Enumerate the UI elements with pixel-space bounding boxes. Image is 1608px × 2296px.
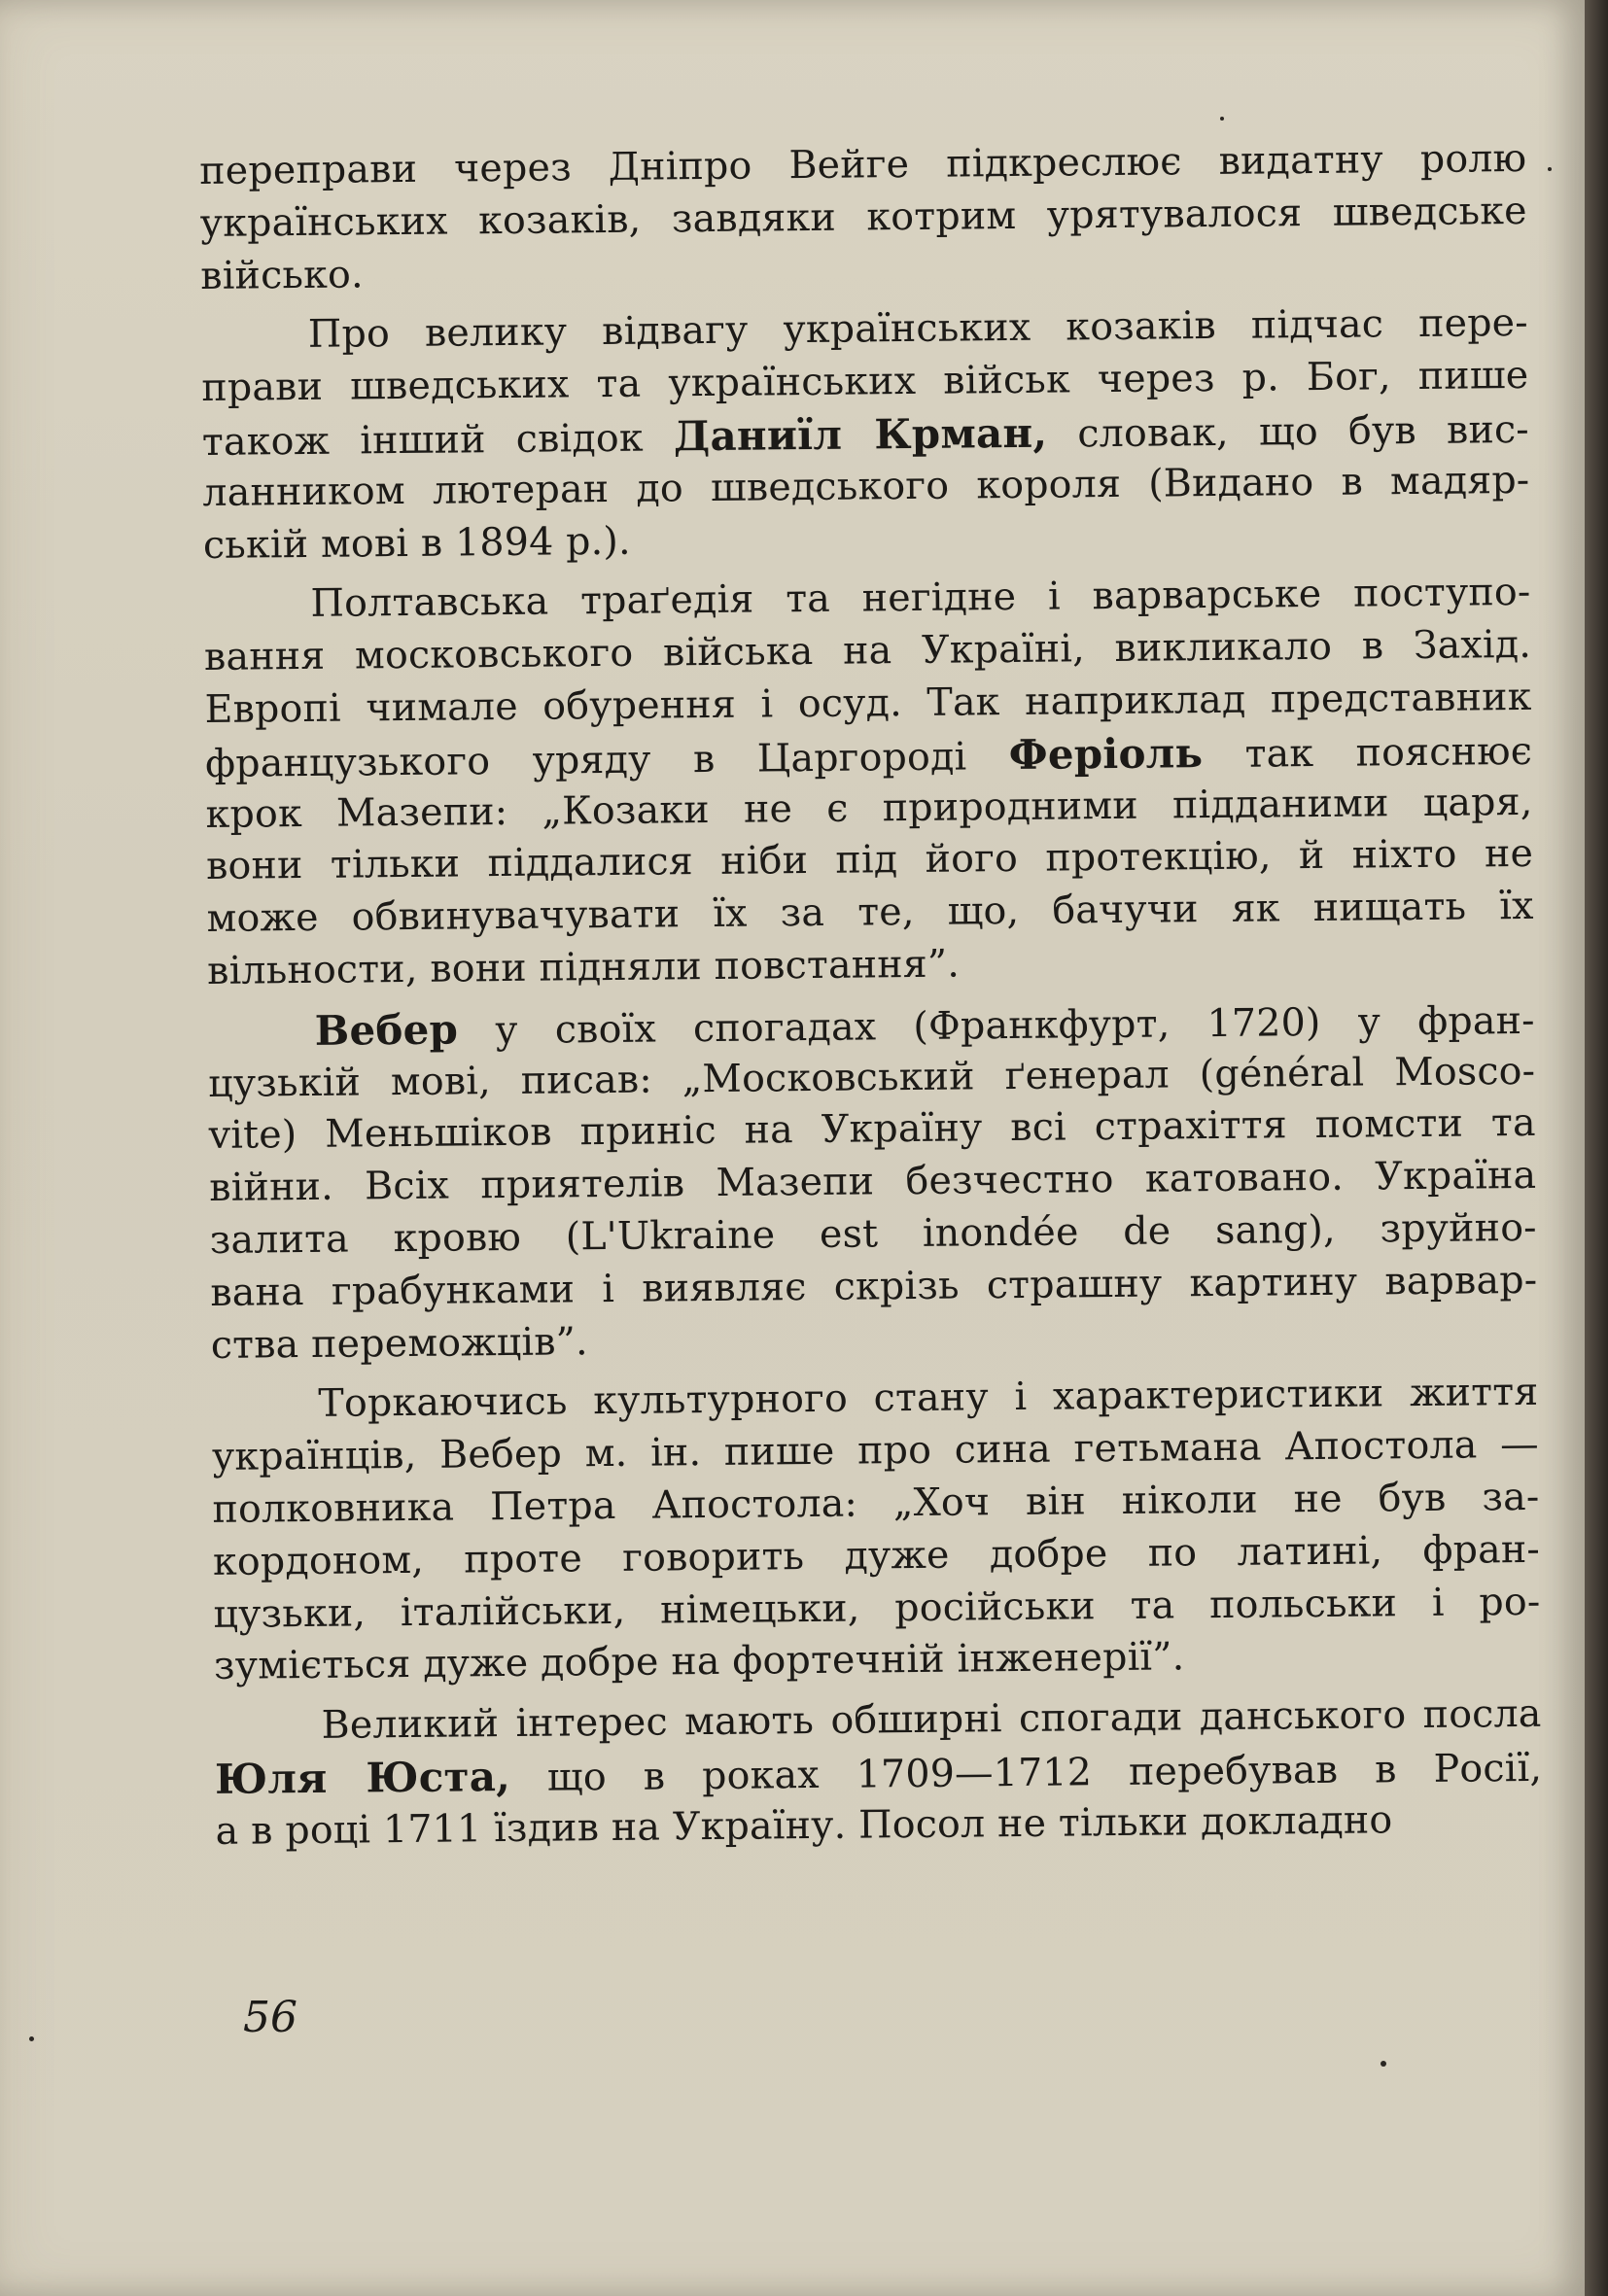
text-run: українців, Вебер м. ін. пише про сина гетьмана Апостола — [211,1421,1540,1480]
print-speck [1548,167,1552,171]
text-run: Про велику відвагу українських козаків підчас пере- [307,300,1529,358]
bold-name: Даниїл Крман, [673,408,1048,461]
paragraph [199,133,1527,302]
paragraph [207,986,1538,1373]
text-run: у своїх спогадах (Франкфурт, 1720) у фран- [457,997,1535,1054]
text-run: а в році 1711 їздив на Україну. Посол не тільки докладно [215,1797,1393,1854]
text-run: кордоном, проте говорить дуже добре по латині, фран- [212,1526,1541,1584]
text-run: залита кровю (L'Ukraine est inondée de sang), зруйно- [209,1204,1537,1263]
text-run: може обвинувачувати їх за те, що, бачучи як нищать їх [206,884,1534,942]
bold-name: Вебер [314,1005,459,1055]
paragraph [211,1359,1541,1693]
print-speck [1220,117,1224,121]
text-run: словак, що був вис- [1046,406,1530,457]
text-run: ській мові в 1894 р.). [202,518,632,568]
text-run: вання московського війська на Україні, викликало в Захід. [203,622,1532,680]
page-text [199,133,1543,1859]
text-run: вони тільки піддалися ніби під його протекцію, й ніхто не [205,831,1534,889]
paragraph [203,559,1534,997]
page-number: 56 [243,1993,297,2042]
text-run: прави шведських та українських військ через р. Бог, пише [201,353,1529,411]
print-speck [1381,2061,1386,2067]
text-run: українських козаків, завдяки котрим урятувалося шведське [199,188,1527,246]
text-run: що в роках 1709—1712 перебував в Росії, [509,1745,1543,1800]
text-run: Торкаючись культурного стану і характеристики життя [318,1370,1539,1427]
text-run: цузьки, італійськи, німецьки, російськи та польськи і ро- [213,1579,1541,1637]
text-run: вільности, вони підняли повстання”. [206,941,961,993]
text-run: цузькій мові, писав: „Московський ґенерал (général Mosco- [208,1048,1536,1106]
bold-name: Феріоль [1008,728,1204,779]
text-run: полковника Петра Апостола: „Хоч він ніколи не був за- [212,1474,1540,1532]
print-speck [29,2036,34,2041]
text-run: Европі чимале обурення і осуд. Так наприклад представник [204,674,1532,732]
text-run: зуміється дуже добре на фортечній інженерії”. [213,1634,1185,1689]
text-run: війни. Всіх приятелів Мазепи безчестно катовано. Україна [209,1152,1537,1211]
text-run: vite) Меньшіков приніс на Україну всі страхіття помсти та [208,1100,1536,1159]
paragraph [214,1681,1543,1858]
text-run: так пояснює [1202,728,1533,777]
text-run: вана грабунками і виявляє скрізь страшну картину варвар- [210,1257,1538,1315]
bold-name: Юля Юста, [214,1752,511,1803]
text-run: ланником лютеран до шведського короля (Видано в мадяр- [202,457,1530,515]
paragraph [201,290,1531,572]
text-run: ства переможців”. [210,1318,588,1368]
text-run: крок Мазепи: „Козаки не є природними підданими царя, [205,779,1533,837]
text-run: переправи через Дніпро Вейге підкреслює видатну ролю [199,135,1527,193]
text-run: також інший свідок [201,415,675,465]
page-edge [1585,0,1608,2296]
text-run: Полтавська траґедія та негідне і варварське поступо- [310,570,1531,627]
text-run: військо. [200,251,364,298]
text-run: Великий інтерес мають обширні спогади данського посла [321,1690,1542,1748]
text-run: французького уряду в Царгороді [204,733,1009,786]
